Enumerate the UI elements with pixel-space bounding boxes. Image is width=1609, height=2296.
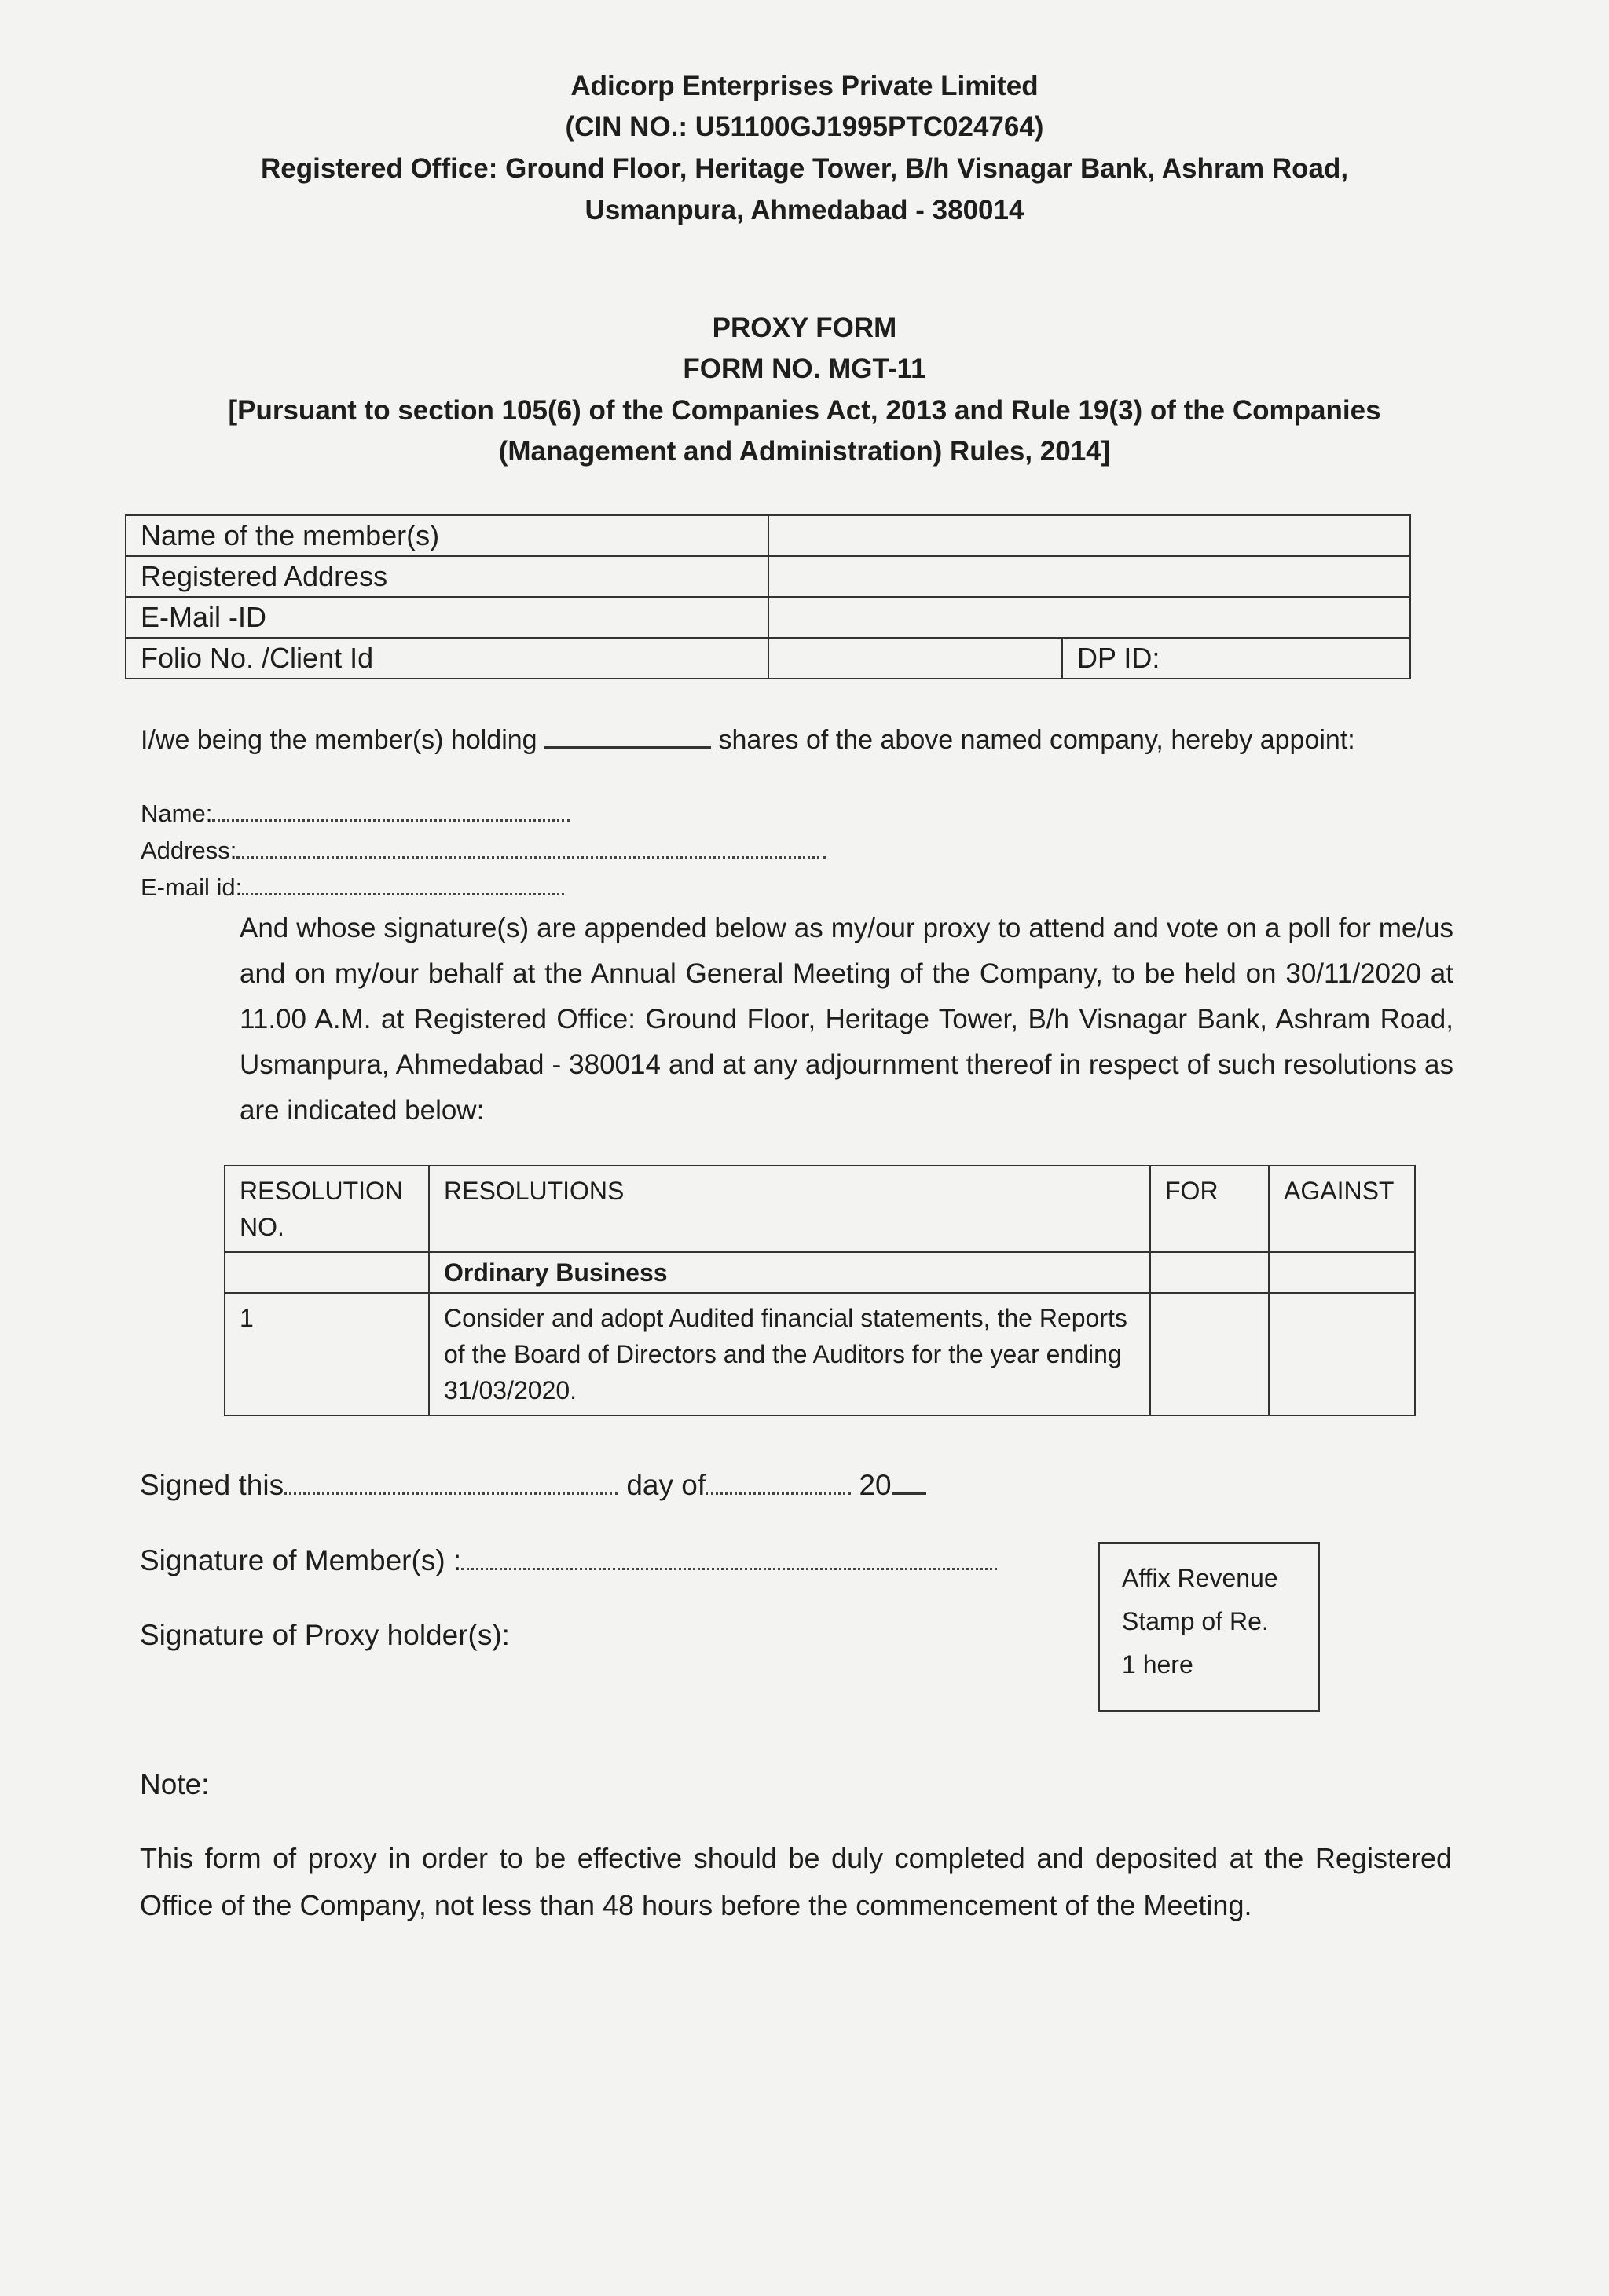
proxy-email-blank[interactable] [242,876,564,895]
note-text: This form of proxy in order to be effective should be duly completed and deposited at the Registered Office of the Company, not less than 48 hours before the commencement of the Meeting. [140,1842,1452,1921]
member-signature-blank[interactable] [461,1544,997,1570]
email-id-field[interactable] [768,597,1410,638]
table-row [126,597,1410,638]
table-row [225,1252,1415,1293]
proxy-address-label: Address: [141,837,237,864]
stamp-line1: Affix Revenue [1122,1564,1278,1592]
col-against: AGAINST [1269,1166,1415,1252]
note-label: Note: [140,1768,210,1800]
dp-id-field[interactable] [1062,638,1410,679]
member-signature-line [140,1544,997,1577]
holding-prefix: I/we being the member(s) holding [141,725,537,755]
holding-suffix: shares of the above named company, hereby appoint: [718,725,1355,755]
vote-for-cell[interactable] [1150,1293,1269,1415]
shares-count-blank[interactable] [544,723,711,749]
registered-office-line1: Registered Office: Ground Floor, Heritage Tower, B/h Visnagar Bank, Ashram Road, [260,153,1349,184]
revenue-stamp-box [1098,1542,1320,1712]
table-row [126,515,1410,556]
pursuant-line1: [Pursuant to section 105(6) of the Companies Act, 2013 and Rule 19(3) of the Companies [228,395,1381,426]
pursuant-line2: (Management and Administration) Rules, 2014] [498,436,1111,467]
folio-label: Folio No. /Client Id [126,638,768,679]
table-row [225,1166,1415,1252]
company-cin: (CIN NO.: U51100GJ1995PTC024764) [565,112,1044,142]
col-for: FOR [1150,1166,1269,1252]
stamp-line2: Stamp of Re. [1122,1607,1269,1635]
appointment-paragraph: And whose signature(s) are appended below as my/our proxy to attend and vote on a poll for me/us and on my/our behalf at the Annual General Meeting of the Company, to be held on 30/11/2020 at 11.00 A.M. at Registered Office: Ground Floor, Heritage Tower, B/h Visnagar Bank, Ashram Road, Usmanpura, Ahmedabad - 380014 and at any adjournment thereof in respect of such resolutions as are indicated below: [240,913,1453,1126]
resolution-number: 1 [225,1293,429,1415]
signed-month-blank[interactable] [706,1469,851,1495]
table-row [126,638,1410,679]
proxy-name-label: Name: [141,800,213,827]
resolution-table [224,1165,1416,1416]
member-name-label: Name of the member(s) [126,515,768,556]
table-row [126,556,1410,597]
signed-year-blank[interactable] [892,1469,926,1495]
resolution-text: Consider and adopt Audited financial statements, the Reports of the Board of Directors and the Auditors for the year ending 31/03/2020. [429,1293,1150,1415]
registered-address-field[interactable] [768,556,1410,597]
table-row [225,1293,1415,1415]
signed-day-blank[interactable] [284,1469,618,1495]
signed-this-line [140,1469,926,1502]
member-name-field[interactable] [768,515,1410,556]
folio-field[interactable] [768,638,1062,679]
proxy-signature-label: Signature of Proxy holder(s): [140,1619,510,1651]
company-name: Adicorp Enterprises Private Limited [570,71,1039,101]
registered-office-line2: Usmanpura, Ahmedabad - 380014 [585,195,1024,225]
proxy-name-blank[interactable] [212,802,570,822]
proxy-email-row [141,869,826,906]
day-of-label: day of [626,1469,706,1501]
stamp-line3: 1 here [1122,1650,1193,1679]
email-id-label: E-Mail -ID [126,597,768,638]
proxy-email-label: E-mail id: [141,873,243,901]
member-info-table [125,514,1411,679]
proxy-name-row [141,795,826,832]
dp-id-label: DP ID: [1077,642,1160,674]
holding-line [141,723,1355,756]
form-title: PROXY FORM [712,313,897,343]
ordinary-business-heading: Ordinary Business [429,1252,1150,1293]
year-prefix: 20 [859,1469,892,1501]
col-resolutions: RESOLUTIONS [429,1166,1150,1252]
proxy-fields [141,795,826,906]
vote-against-cell[interactable] [1269,1293,1415,1415]
form-number: FORM NO. MGT-11 [683,353,926,384]
col-resolution-no: RESOLUTION NO. [225,1166,429,1252]
registered-address-label: Registered Address [126,556,768,597]
member-signature-label: Signature of Member(s) : [140,1544,462,1576]
signed-this-label: Signed this [140,1469,284,1501]
proxy-address-row [141,832,826,869]
proxy-address-blank[interactable] [236,839,826,859]
